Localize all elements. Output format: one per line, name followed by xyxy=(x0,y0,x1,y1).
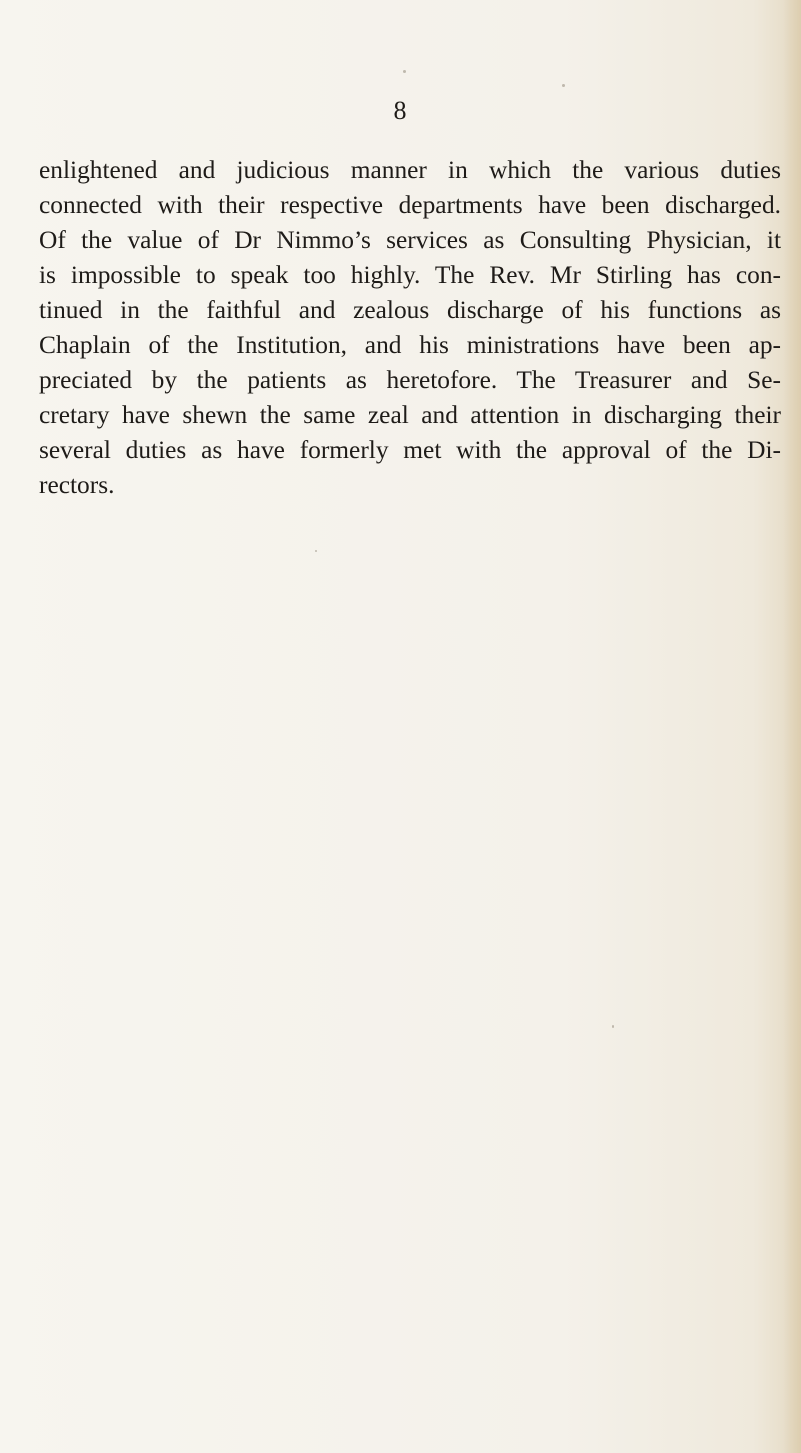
paper-speck xyxy=(315,550,317,552)
text-line: enlightened and judicious manner in which the various duties xyxy=(39,156,781,184)
text-line: rectors. xyxy=(39,471,115,499)
text-line: cretary have shewn the same zeal and attention in discharging their xyxy=(39,401,781,429)
text-line: several duties as have formerly met with the approval of the Di- xyxy=(39,436,781,464)
text-line: Of the value of Dr Nimmo’s services as Consulting Physician, it xyxy=(39,226,781,254)
text-line: Chaplain of the Institution, and his ministrations have been ap- xyxy=(39,331,781,359)
page-number: 8 xyxy=(393,96,408,125)
text-line: preciated by the patients as heretofore. The Treasurer and Se- xyxy=(39,366,781,394)
body-paragraph xyxy=(39,153,781,503)
text-line: is impossible to speak too highly. The Rev. Mr Stirling has con- xyxy=(39,261,781,289)
text-line: connected with their respective departments have been discharged. xyxy=(39,191,781,219)
paper-speck xyxy=(612,1025,614,1028)
paper-speck xyxy=(562,84,565,87)
paper-speck xyxy=(403,70,406,73)
page-edge-shading xyxy=(783,0,801,1453)
text-line: tinued in the faithful and zealous discharge of his functions as xyxy=(39,296,781,324)
